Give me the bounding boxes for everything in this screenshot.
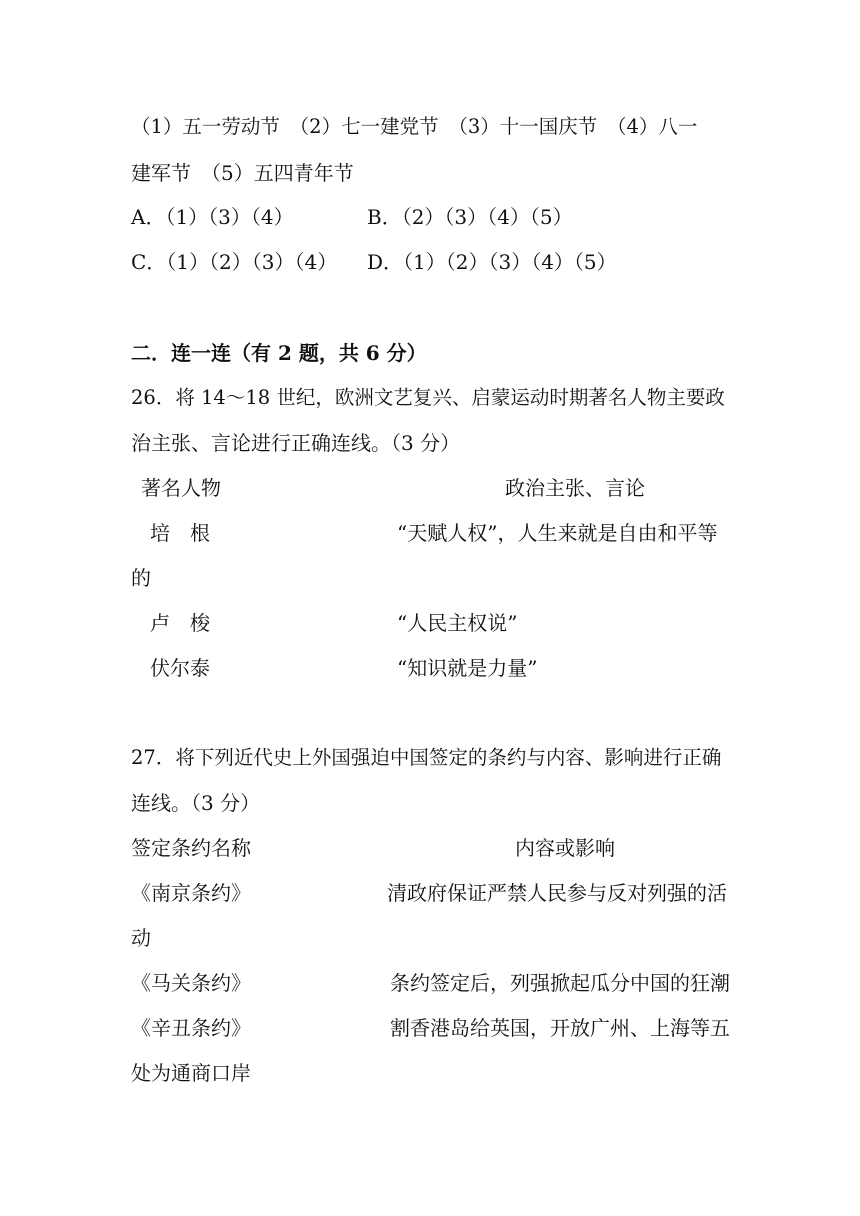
q26-right-header: 政治主张、言论 <box>505 476 645 500</box>
q25-choice-b: B．（2）（3）（4）（5） <box>367 205 573 229</box>
q26-person-voltaire: 伏尔泰 <box>150 656 210 680</box>
q25-choice-c: C．（1）（2）（3）（4） <box>131 250 338 274</box>
q26-claim-knowledge-power: “知识就是力量” <box>397 656 538 680</box>
q27-stem-line2: 连线。（3 分） <box>131 791 261 815</box>
q27-content-ban-activities: 清政府保证严禁人民参与反对列强的活 <box>387 881 727 905</box>
q26-claim-natural-rights: “天赋人权”，人生来就是自由和平等 <box>397 521 718 545</box>
q25-options-line1: （1）五一劳动节 （2）七一建党节 （3）十一国庆节 （4）八一 <box>131 115 698 138</box>
q27-treaty-boxer: 《辛丑条约》 <box>131 1016 251 1040</box>
q26-stem-line1: 26．将 14～18 世纪，欧洲文艺复兴、启蒙运动时期著名人物主要政 <box>131 386 725 409</box>
q27-content-hongkong: 割香港岛给英国，开放广州、上海等五 <box>390 1016 730 1040</box>
q25-choice-a: A．（1）（3）（4） <box>131 205 294 229</box>
q27-stem-line1: 27．将下列近代史上外国强迫中国签定的条约与内容、影响进行正确 <box>131 746 722 769</box>
q27-right-header: 内容或影响 <box>515 836 615 860</box>
q26-person-rousseau: 卢 梭 <box>150 611 210 635</box>
section-heading: 二．连一连（有 2 题，共 6 分） <box>131 341 427 365</box>
q27-content-ban-activities-cont: 动 <box>131 926 151 950</box>
q25-choice-d: D．（1）（2）（3）（4）（5） <box>367 250 617 274</box>
q26-claim-natural-rights-cont: 的 <box>131 566 151 590</box>
q27-left-header: 签定条约名称 <box>131 836 251 860</box>
q25-options-line2: 建军节 （5）五四青年节 <box>131 161 354 185</box>
q26-stem-line2: 治主张、言论进行正确连线。（3 分） <box>131 431 461 455</box>
q27-treaty-nanjing: 《南京条约》 <box>131 881 251 905</box>
q27-treaty-shimonoseki: 《马关条约》 <box>131 971 251 995</box>
q27-content-partition: 条约签定后，列强掀起瓜分中国的狂潮 <box>390 971 730 995</box>
q27-content-hongkong-cont: 处为通商口岸 <box>131 1061 251 1085</box>
q26-claim-popular-sovereignty: “人民主权说” <box>397 611 518 635</box>
q26-left-header: 著名人物 <box>141 476 221 500</box>
q26-person-bacon: 培 根 <box>150 521 210 545</box>
